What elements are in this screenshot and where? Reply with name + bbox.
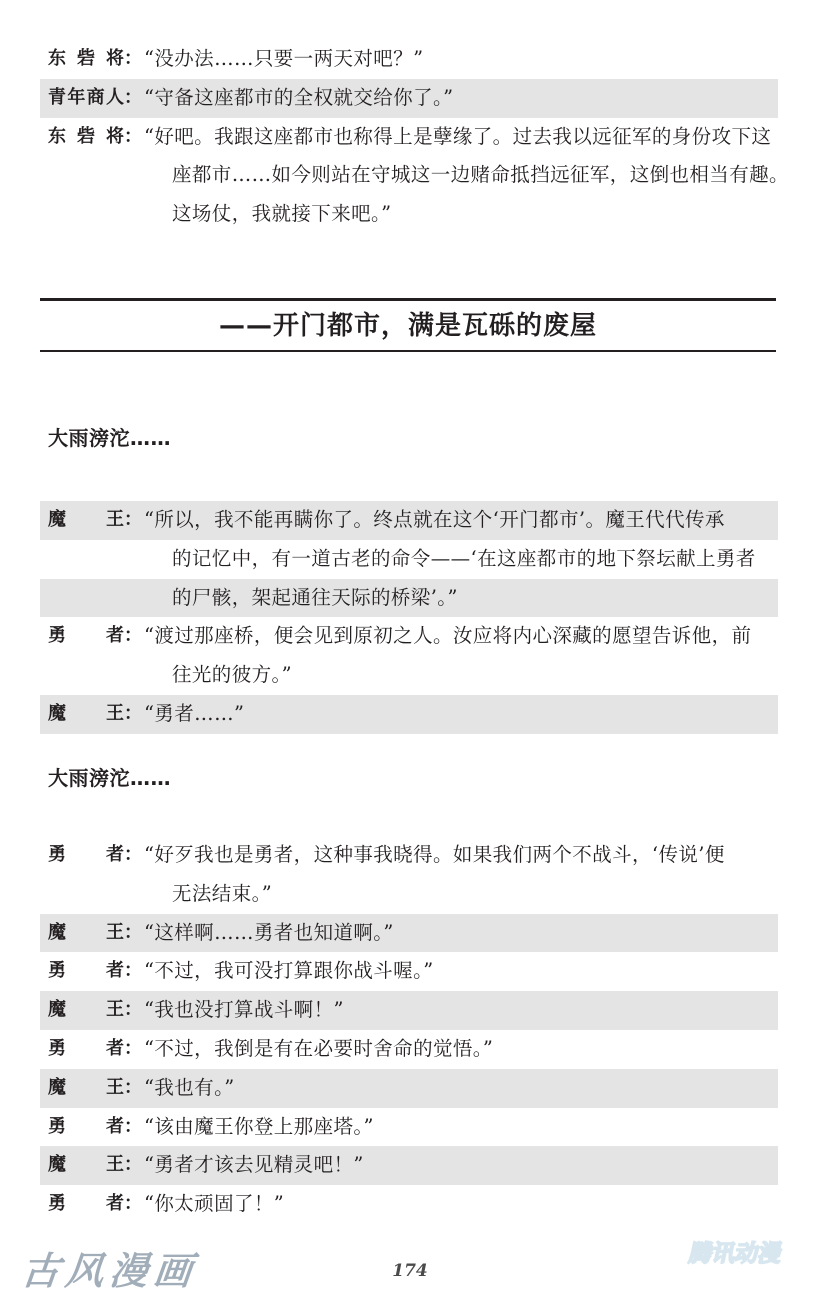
speaker-name: [48, 1108, 142, 1147]
dialogue-line: [40, 195, 778, 234]
speaker-name: [48, 40, 142, 79]
section-heading: [40, 298, 776, 352]
dialogue-line: [40, 836, 778, 875]
utterance-text: 的记忆中，有一道古老的命令——‘在这座都市的地下祭坛献上勇者: [172, 546, 756, 570]
speaker-name: [48, 1030, 142, 1069]
section-rule-bottom: [40, 350, 776, 352]
speaker-colon: ：: [124, 960, 142, 982]
speaker-name: [48, 914, 142, 953]
speaker-name-text: 魔王: [48, 1076, 124, 1098]
speaker-colon: ：: [124, 844, 142, 865]
dialogue-line: [40, 1108, 778, 1147]
dialogue-line: [40, 695, 778, 734]
speaker-colon: ：: [124, 1193, 142, 1215]
utterance-text: “该由魔王你登上那座塔。”: [144, 1114, 374, 1138]
speaker-name-text: 勇者: [48, 1037, 124, 1059]
dialogue-line: [40, 79, 778, 118]
speaker-colon: ：: [124, 48, 142, 69]
dialogue-line: [40, 952, 778, 991]
dialogue-line: [40, 540, 778, 579]
speaker-name-text: 勇者: [48, 625, 124, 647]
dialogue-line: [40, 1146, 778, 1185]
speaker-name: [48, 991, 142, 1030]
speaker-name-text: 勇者: [48, 1193, 124, 1215]
utterance-text: “守备这座都市的全权就交给你了。”: [144, 85, 454, 109]
dialogue-line: [40, 991, 778, 1030]
dialogue-line: [40, 40, 778, 79]
page-number: 174: [392, 1261, 428, 1281]
section-heading-title: ——开门都市，满是瓦砾的废屋: [218, 311, 597, 341]
watermark-tencent-comics: [672, 1232, 800, 1270]
speaker-name-text: 勇者: [48, 1115, 124, 1137]
utterance-text: “我也有。”: [144, 1075, 235, 1099]
speaker-name: [48, 1185, 142, 1224]
speaker-name-text: 东砦将: [48, 125, 124, 147]
utterance-text: “不过，我可没打算跟你战斗喔。”: [144, 959, 434, 983]
speaker-colon: ：: [124, 86, 142, 108]
speaker-name: [48, 118, 142, 157]
dialogue-block-middle: [40, 501, 778, 734]
speaker-name: [48, 836, 142, 875]
dialogue-line: [40, 579, 778, 618]
speaker-colon: ：: [124, 702, 142, 724]
utterance-text: “不过，我倒是有在必要时舍命的觉悟。”: [144, 1036, 494, 1060]
speaker-name: [48, 695, 142, 734]
speaker-colon: ：: [124, 625, 142, 647]
watermark-guofeng-manhua: 古风漫画: [19, 1248, 201, 1293]
dialogue-line: [40, 501, 778, 540]
utterance-text: 的尸骸，架起通往天际的桥梁’。”: [172, 585, 458, 609]
utterance-text: “勇者才该去见精灵吧！”: [144, 1153, 364, 1177]
utterance-text: 往光的彼方。”: [172, 663, 293, 687]
speaker-colon: ：: [124, 125, 142, 147]
speaker-colon: ：: [124, 999, 142, 1021]
dialogue-block-top: [40, 40, 789, 234]
speaker-name-text: 勇者: [48, 960, 124, 982]
speaker-colon: ：: [124, 509, 142, 530]
utterance-text: “勇者……”: [144, 701, 245, 725]
speaker-colon: ：: [124, 1076, 142, 1098]
utterance-text: “渡过那座桥，便会见到原初之人。汝应将内心深藏的愿望告诉他，前: [144, 624, 752, 648]
dialogue-line: [40, 156, 789, 195]
dialogue-line: [40, 914, 778, 953]
speaker-name: [48, 1069, 142, 1108]
scene-note-first: 大雨滂沱……: [48, 426, 171, 450]
dialogue-line: [40, 1030, 778, 1069]
speaker-colon: ：: [124, 1154, 142, 1176]
speaker-colon: ：: [124, 1115, 142, 1137]
speaker-name-text: 魔王: [48, 921, 124, 943]
speaker-name-text: 魔王: [48, 509, 124, 530]
speaker-name-text: 勇者: [48, 844, 124, 865]
utterance-text: 无法结束。”: [172, 881, 273, 905]
utterance-text: 座都市……如今则站在守城这一边赌命抵挡远征军，这倒也相当有趣。: [172, 163, 789, 187]
speaker-name-text: 魔王: [48, 999, 124, 1021]
speaker-name: [48, 1146, 142, 1185]
utterance-text: “好歹我也是勇者，这种事我晓得。如果我们两个不战斗，‘传说’便: [144, 843, 725, 866]
speaker-colon: ：: [124, 1037, 142, 1059]
utterance-text: “我也没打算战斗啊！”: [144, 998, 344, 1022]
dialogue-line: [40, 656, 778, 695]
dialogue-line: [40, 1185, 778, 1224]
dialogue-line: [40, 1069, 778, 1108]
speaker-colon: ：: [124, 921, 142, 943]
dialogue-line: [40, 617, 778, 656]
speaker-name: [48, 501, 142, 540]
utterance-text: “没办法……只要一两天对吧？”: [144, 47, 424, 70]
utterance-text: “你太顽固了！”: [144, 1192, 285, 1216]
speaker-name-text: 魔王: [48, 702, 124, 724]
scene-note-second: 大雨滂沱……: [48, 766, 171, 790]
dialogue-line: [40, 118, 778, 157]
utterance-text: 这场仗，我就接下来吧。”: [172, 202, 392, 226]
speaker-name: [48, 79, 142, 118]
utterance-text: “所以，我不能再瞒你了。终点就在这个‘开门都市’。魔王代代传承: [144, 508, 725, 531]
speaker-name: [48, 617, 142, 656]
dialogue-block-bottom: [40, 836, 778, 1224]
utterance-text: “这样啊……勇者也知道啊。”: [144, 920, 394, 944]
speaker-name-text: 青年商人: [48, 86, 124, 108]
tencent-comics-logo-text: 腾讯动漫: [686, 1240, 785, 1267]
dialogue-line: [40, 875, 778, 914]
speaker-name-text: 魔王: [48, 1154, 124, 1176]
utterance-text: “好吧。我跟这座都市也称得上是孽缘了。过去我以远征军的身份攻下这: [144, 124, 772, 148]
speaker-name-text: 东砦将: [48, 48, 124, 69]
speaker-name: [48, 952, 142, 991]
